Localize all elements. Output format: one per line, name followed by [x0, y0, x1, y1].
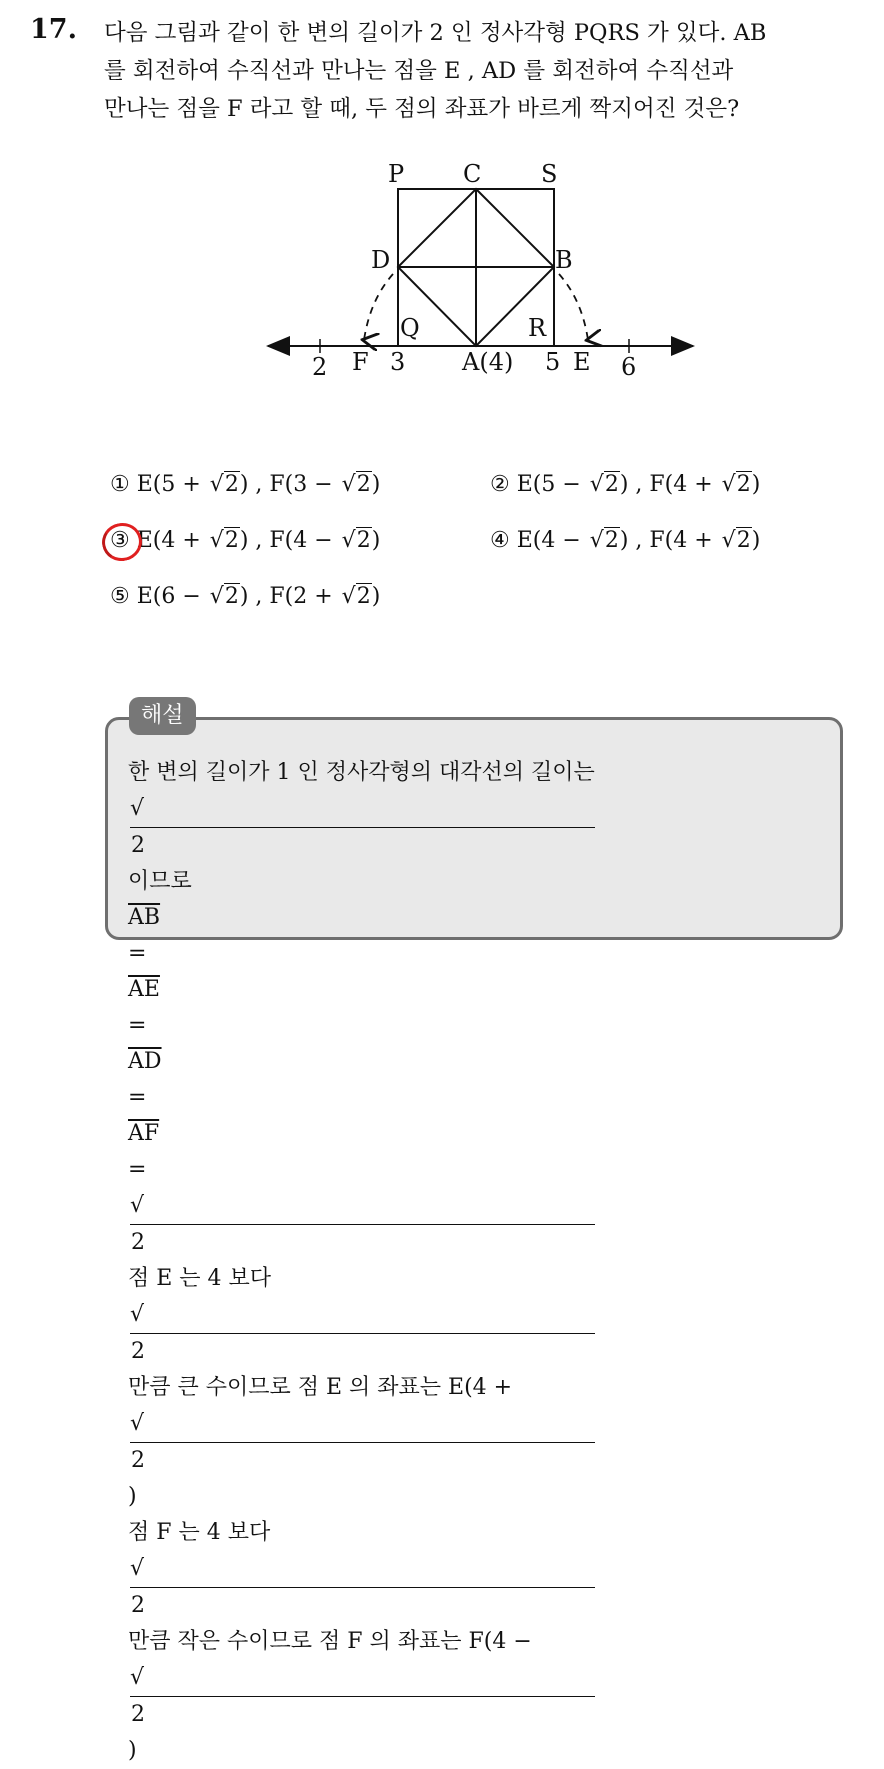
- sqrt-symbol: √2: [721, 528, 751, 553]
- tick-label-3: 3: [390, 348, 406, 376]
- choice-number: ③: [110, 528, 130, 553]
- sqrt-symbol: √2: [341, 528, 371, 553]
- choice-text: ) , F(4 +: [619, 528, 720, 553]
- label-b: B: [555, 246, 573, 274]
- choice-4[interactable]: [490, 528, 760, 553]
- explanation-tag: 해설: [129, 697, 196, 735]
- question-line-2: 를 회전하여 수직선과 만나는 점을 E , AD 를 회전하여 수직선과: [104, 58, 734, 84]
- choice-number: ⑤: [110, 584, 130, 609]
- choice-text: ) , F(4 +: [619, 472, 720, 497]
- arc-d-to-f: [364, 274, 393, 340]
- explanation-line-2: $\overline{AB}$ = $\overline{AE}$ = $\overline{AD}$ = $\overline{AF}$ = √ 2: [128, 900, 595, 1261]
- label-e: E: [573, 348, 591, 376]
- question-number: 17.: [30, 14, 77, 45]
- choice-text: ) , F(4 −: [239, 528, 340, 553]
- label-s: S: [541, 160, 558, 188]
- choice-text: ): [371, 472, 381, 497]
- choice-text: ) , F(3 −: [239, 472, 340, 497]
- choice-5[interactable]: [110, 584, 380, 609]
- choice-number: ④: [490, 528, 510, 553]
- tick-label-6: 6: [621, 353, 637, 381]
- question-line-3: 만나는 점을 F 라고 할 때, 두 점의 좌표가 바르게 짝지어진 것은?: [104, 96, 740, 122]
- choice-text: E(6 −: [136, 584, 208, 609]
- explanation-text: [128, 755, 595, 1769]
- choice-2[interactable]: [490, 472, 760, 497]
- explanation-line-4: 점 F 는 4 보다 √ 2 만큼 작은 수이므로 점 F 의 좌표는 F(4 − √ 2 ): [128, 1515, 595, 1769]
- choice-number: ①: [110, 472, 130, 497]
- choice-text: ): [751, 472, 761, 497]
- label-r: R: [528, 314, 547, 342]
- sqrt-symbol: √ 2: [128, 1551, 595, 1624]
- sqrt-symbol: √2: [341, 584, 371, 609]
- label-p: P: [388, 160, 405, 188]
- choice-text: ) , F(2 +: [239, 584, 340, 609]
- tick-label-2: 2: [312, 353, 328, 381]
- explanation-line-3: 점 E 는 4 보다 √ 2 만큼 큰 수이므로 점 E 의 좌표는 E(4 + √ 2 ): [128, 1261, 595, 1515]
- sqrt-symbol: √2: [589, 528, 619, 553]
- sqrt-symbol: √ 2: [128, 791, 595, 864]
- choice-text: E(5 −: [516, 472, 588, 497]
- choice-number: ②: [490, 472, 510, 497]
- choice-text: E(5 +: [136, 472, 208, 497]
- sqrt-symbol: √2: [209, 584, 239, 609]
- sqrt-symbol: √ 2: [128, 1660, 595, 1733]
- label-d: D: [371, 246, 391, 274]
- label-q: Q: [400, 314, 420, 342]
- sqrt-symbol: √2: [589, 472, 619, 497]
- sqrt-symbol: √2: [209, 528, 239, 553]
- label-c: C: [463, 160, 482, 188]
- choice-3[interactable]: [110, 528, 380, 553]
- tick-label-5: 5: [545, 348, 561, 376]
- explanation-line-1: 한 변의 길이가 1 인 정사각형의 대각선의 길이는 √ 2 이므로: [128, 760, 595, 894]
- sqrt-symbol: √2: [721, 472, 751, 497]
- question-line-1: 다음 그림과 같이 한 변의 길이가 2 인 정사각형 PQRS 가 있다. AB: [104, 20, 767, 46]
- sqrt-symbol: √ 2: [128, 1188, 595, 1261]
- choice-text: E(4 −: [516, 528, 588, 553]
- arc-b-to-e: [559, 274, 588, 340]
- choice-1[interactable]: [110, 472, 380, 497]
- sqrt-symbol: √ 2: [128, 1297, 595, 1370]
- label-f: F: [352, 348, 369, 376]
- sqrt-symbol: √2: [209, 472, 239, 497]
- choice-text: ): [751, 528, 761, 553]
- label-a4: A(4): [462, 348, 514, 376]
- sqrt-symbol: √2: [341, 472, 371, 497]
- sqrt-symbol: √ 2: [128, 1406, 595, 1479]
- choice-text: ): [371, 584, 381, 609]
- choice-text: E(4 +: [136, 528, 208, 553]
- choice-text: ): [371, 528, 381, 553]
